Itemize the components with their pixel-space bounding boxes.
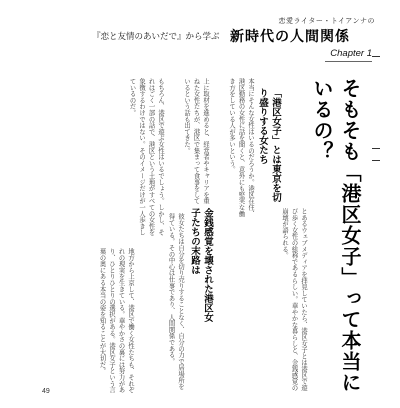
body-column-3: 上に取材を進めると、経営者やキャリアを重ねた女性たちが、港区で集まって食事をしているという話も出てきた。 (183, 78, 209, 204)
margin-mark (372, 56, 380, 57)
magazine-page (20, 8, 380, 395)
article-headline: そもそも「港区女子」って本当にいるの？ (310, 78, 362, 393)
series-label: 恋愛ライター・トイアンナの (278, 17, 375, 25)
chapter-label: Chapter 1 (330, 48, 372, 59)
margin-mark (372, 148, 380, 149)
page-number: 49 (42, 388, 50, 395)
body-column-5: もちろん、港区で遊ぶ女性はいるでしょう。しかし、それはごく一部の話で、港区という土地がすべての女性を象徴するわけではない。そのイメージだけが一人歩きしているのだ。 (128, 78, 164, 236)
body-column-2: 本当にそんな女性はいるのだろうか。港区在住、港区勤務の女性に話を聞くと、意外にも堅実な働き方をしている人が多いという。 (228, 78, 254, 217)
body-column-1: とあるウェブメディアを拝見していたら、港区女子とは港区で遊び歩く女性の総称であるらしい。華やかな暮らしと、金銭感覚の崩壊が語られる。 (281, 208, 307, 391)
subtitle-main: 新時代の人間関係 (230, 29, 350, 45)
margin-mark (372, 160, 380, 161)
section-subhead-1: 「港区女子」とは東京を切り盛りする女たち (257, 88, 281, 202)
body-column-6: 地方から上京して、港区で働く女性たちも、それぞれの現実を生きている。華やかさの裏には努力があり、ひとりひとりの選択がある。港区女子という言葉の奥にある本当の姿を知ることが大切だ。 (98, 248, 134, 393)
body-column-4: 彼女たちは自分を切り売りすることなく、自分の力で居場所を得ている。その中心は仕事であり、人間関係である。 (167, 213, 184, 390)
subtitle-lead: 『恋と友情のあいだで』から学ぶ (92, 32, 220, 42)
section-subhead-2: 金銭感覚を壊された港区女子たちの末路は (189, 208, 213, 322)
chapter-rule (325, 61, 372, 62)
